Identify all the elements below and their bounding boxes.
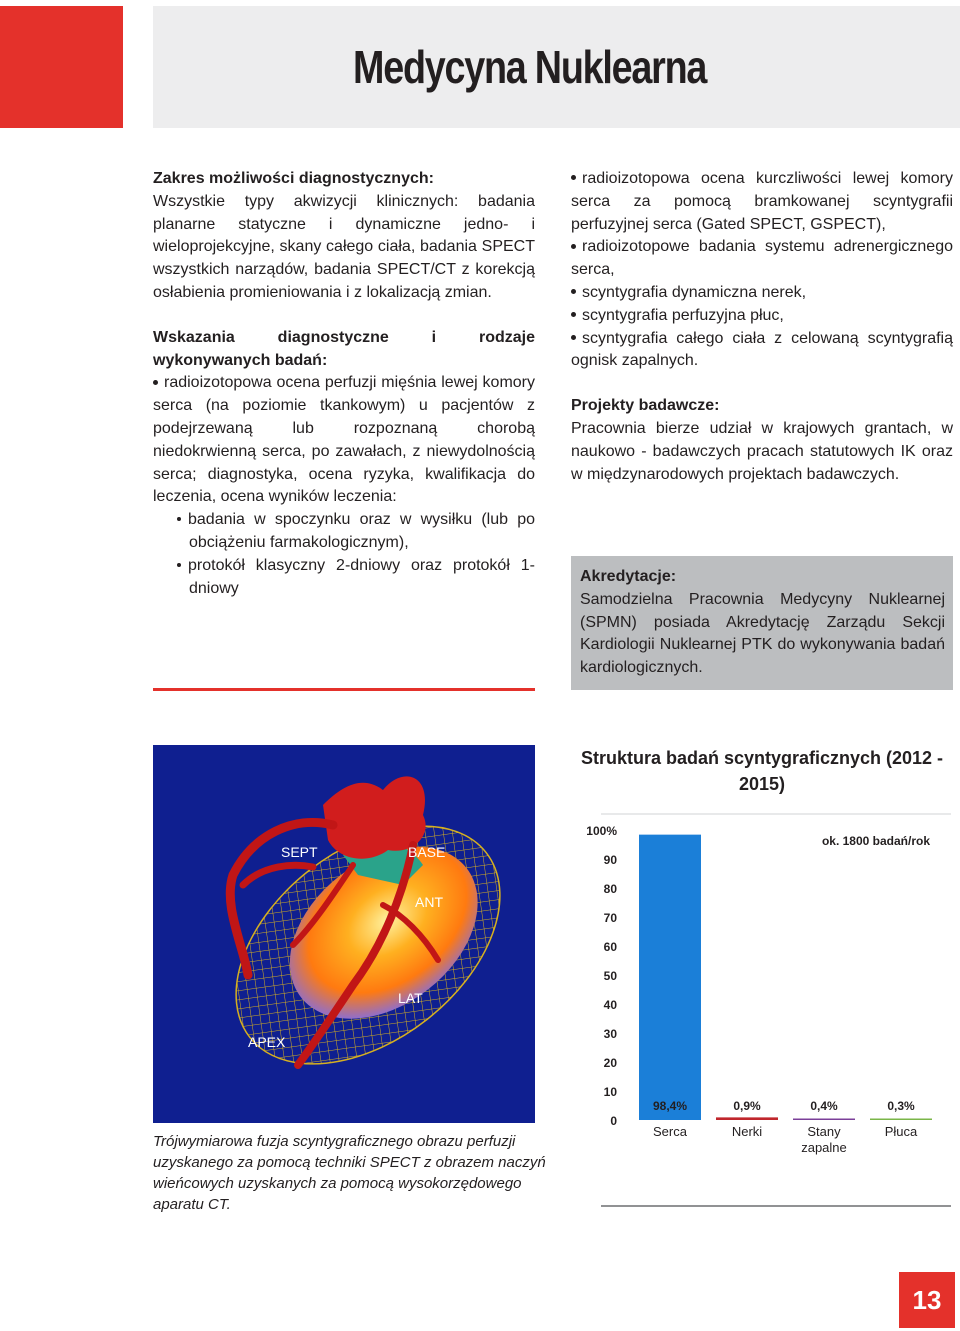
list-item: radioizotopowa ocena kurczliwości lewej komory serca za pomocą bramkowanej scyntygrafii perfuzyjnej serca (Gated SPECT, GSPECT), [571,170,953,233]
bar-2 [716,1117,778,1120]
page-title: Medycyna Nuklearna [353,41,707,93]
y-tick-label: 90 [603,853,617,867]
list-item: radioizotopowe badania systemu adrenergicznego serca, [571,238,953,279]
chart-title: Struktura badań scyntygraficznych (2012 - 2015) [580,748,944,794]
zakres-text: Wszystkie typy akwizycji klinicznych: badania planarne statyczne i dynamiczne jedno- i wieloprojekcyjne, skany całego ciała, badania SPECT wszystkich narządów, badania SPECT/CT z korekcją osłabienia promieniowania i z lokalizacją zmian. [153,192,535,301]
category-label: zapalne [801,1140,847,1155]
bullet-icon [571,312,576,317]
akredytacje-heading: Akredytacje: [580,568,677,585]
accreditation-box [571,556,953,690]
y-tick-label: 80 [603,882,617,896]
chart-annotation: ok. 1800 badań/rok [821,834,930,848]
sub-item-1: badania w spoczynku oraz w wysiłku (lub po obciążeniu farmakologicznym), [153,509,535,555]
header-red-block [0,6,123,128]
bar-3 [793,1119,855,1121]
y-tick-label: 60 [603,940,617,954]
figure-caption: Trójwymiarowa fuzja scyntygraficznego obrazu perfuzji uzyskanego za pomocą techniki SPECT z obrazem naczyń wieńcowych uzyskanych za pomocą wysokorzędowego aparatu CT. [153,1133,546,1213]
y-tick-label: 100% [586,824,617,838]
y-tick-label: 50 [603,969,617,983]
section-divider [153,688,535,691]
sept-label: SEPT [281,844,318,860]
bar-value-label: 0,4% [810,1099,838,1113]
bullet-icon [571,289,576,294]
category-label: Serca [653,1124,687,1139]
scintigraphy-bar-chart [571,810,960,1216]
spect-ct-fusion-image [153,745,535,1123]
page-number: 13 [899,1272,955,1328]
wskazania-heading: Wskazania diagnostyczne i rodzaje wykonywanych badań: [153,328,535,369]
bar-4 [870,1119,932,1121]
zakres-heading: Zakres możliwości diagnostycznych: [153,170,434,187]
ant-label: ANT [415,894,443,910]
bar-1 [639,835,701,1120]
bullet-icon [571,244,576,249]
wskazania-item: radioizotopowa ocena perfuzji mięśnia lewej komory serca (na poziomie tkankowym) u pacjentów z podejrzewaną lub rozpoznaną chorobą niedokrwienną serca, po zawałach, z niewydolnością serca; diagnostyka, ocena ryzyka, kwalifikacja do leczenia, ocena wyników leczenia: [153,374,535,506]
apex-label: APEX [248,1034,286,1050]
bullet-icon [571,335,576,340]
category-label: Nerki [731,1124,763,1139]
bullet-icon [153,380,158,385]
y-tick-label: 20 [603,1056,617,1070]
projekty-text: Pracownia bierze udział w krajowych grantach, w naukowo - badawczych pracach statutowych IK oraz w międzynarodowych projektach badawczych. [571,419,953,483]
y-tick-label: 40 [603,998,617,1012]
category-label: Stany [807,1124,841,1139]
list-item: scyntygrafia całego ciała z celowaną scyntygrafią ognisk zapalnych. [571,329,953,370]
category-label: Płuca [884,1124,918,1139]
right-column [571,168,953,486]
bullet-icon [177,563,181,567]
bullet-icon [177,517,181,521]
left-column [153,168,535,600]
y-tick-label: 30 [603,1027,617,1041]
list-item: scyntygrafia perfuzyjna płuc, [571,305,953,328]
lat-label: LAT [398,990,423,1006]
bar-value-label: 98,4% [652,1099,688,1113]
sub-item-2: protokół klasyczny 2-dniowy oraz protokół 1-dniowy [153,555,535,601]
base-label: BASE [408,844,446,860]
akredytacje-text: Samodzielna Pracownia Medycyny Nuklearnej (SPMN) posiada Akredytację Zarządu Sekcji Kardiologii Nuklearnej PTK do wykonywania badań kardiologicznych. [580,590,945,677]
bar-value-label: 0,9% [733,1099,761,1113]
projekty-heading: Projekty badawcze: [571,397,720,415]
y-tick-label: 10 [603,1085,617,1099]
heart-fusion-illustration [153,745,535,1123]
bar-value-label: 0,3% [887,1099,915,1113]
bullet-icon [571,175,576,180]
y-tick-label: 0 [610,1114,617,1128]
y-tick-label: 70 [603,911,617,925]
list-item: scyntygrafia dynamiczna nerek, [571,282,953,305]
